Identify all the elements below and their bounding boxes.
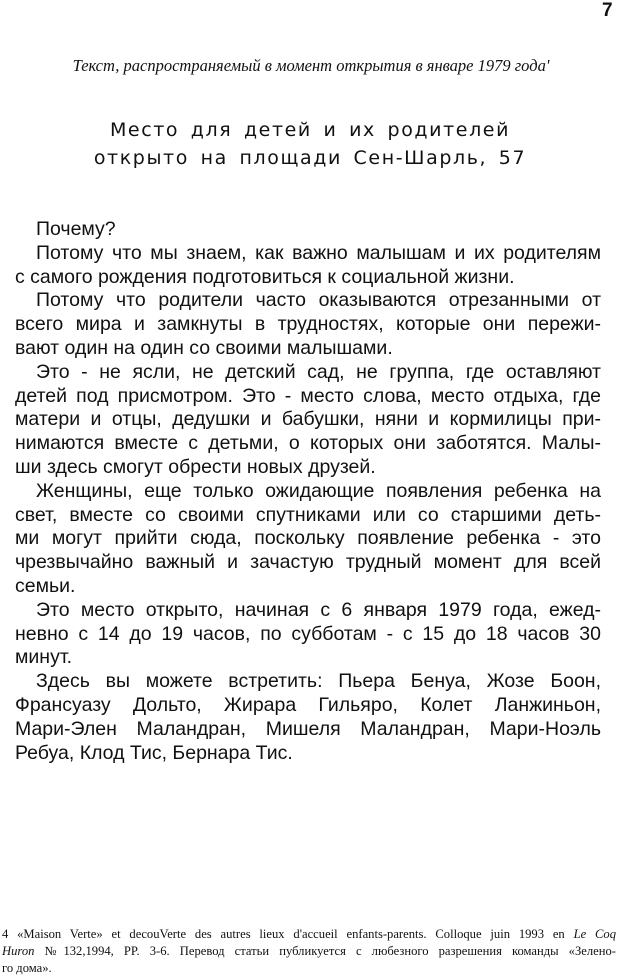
text-line: Потому что мы знаем, как важно малышам и их родителям xyxy=(36,241,601,264)
text-line: детей под присмотром. Это - место слова, место отдыха, где xyxy=(15,384,601,407)
heading xyxy=(0,116,620,172)
footnote-journal-title: Le Coq xyxy=(573,927,616,941)
text-line: минут. xyxy=(15,646,73,669)
footnote-text: №132,1994, PP. 3-6. Перевод статьи публикуется с любезного разрешения команды «Зелено- xyxy=(34,944,616,958)
text-line: вают один на один со своими малышами. xyxy=(15,336,393,359)
text-line: чрезвычайно важный и зачастую трудный момент для всей xyxy=(15,551,601,574)
text-line: нимаются вместе с детьми, о которых они заботятся. Малы- xyxy=(15,432,601,455)
text-line: Ребуа, Клод Тис, Бернара Тис. xyxy=(15,741,293,764)
text-line: ми могут прийти сюда, поскольку появление ребенка - это xyxy=(15,527,601,550)
footnote-text: 4 «Maison Verte» et decouVerte des autres lieux d'accueil enfants-parents. Colloque juin 1993 en xyxy=(2,927,574,941)
text-line: Потому что родители часто оказываются отрезанными от xyxy=(36,289,601,312)
footnote-line-3: го дома». xyxy=(2,961,52,975)
text-line: Это место открыто, начиная с 6 января 1979 года, ежед- xyxy=(36,598,601,621)
text-line: свет, вместе со своими спутниками или со старшими деть- xyxy=(15,503,601,526)
text-line: Здесь вы можете встретить: Пьера Бенуа, Жозе Боон, xyxy=(36,670,601,693)
heading-line-1: Место для детей и их родителей xyxy=(109,119,511,141)
text-line: с самого рождения подготовиться к социальной жизни. xyxy=(15,265,515,288)
text-line: семьи. xyxy=(15,574,76,597)
footnote-line-2 xyxy=(2,943,616,960)
text-line: Это - не ясли, не детский сад, не группа, где оставляют xyxy=(36,360,601,383)
footnote-line-1 xyxy=(2,926,616,943)
text-line: всего мира и замкнуты в трудностях, которые они пережи- xyxy=(15,313,601,336)
epigraph: Текст, распространяемый в момент открытия в январе 1979 года' xyxy=(72,56,550,75)
text-line: матери и отцы, дедушки и бабушки, няни и кормилицы при- xyxy=(15,408,601,431)
text-line: Почему? xyxy=(36,218,116,240)
heading-line-2: открыто на площади Сен-Шарль, 57 xyxy=(93,147,527,169)
text-line: Франсуазу Дольто, Жирара Гильяро, Колет Ланжиньон, xyxy=(15,693,601,716)
text-line: невно с 14 до 19 часов, по субботам - с 15 до 18 часов 30 xyxy=(15,622,601,645)
text-line: Мари-Элен Маландран, Мишеля Маландран, Мари-Ноэль xyxy=(15,717,601,740)
page-number: 7 xyxy=(602,0,613,21)
body-text xyxy=(15,218,601,765)
footnote xyxy=(2,926,616,977)
text-line: ши здесь смогут обрести новых друзей. xyxy=(15,455,376,478)
text-line: Женщины, еще только ожидающие появления ребенка на xyxy=(36,479,601,502)
footnote-journal-title: Huron xyxy=(2,944,35,958)
